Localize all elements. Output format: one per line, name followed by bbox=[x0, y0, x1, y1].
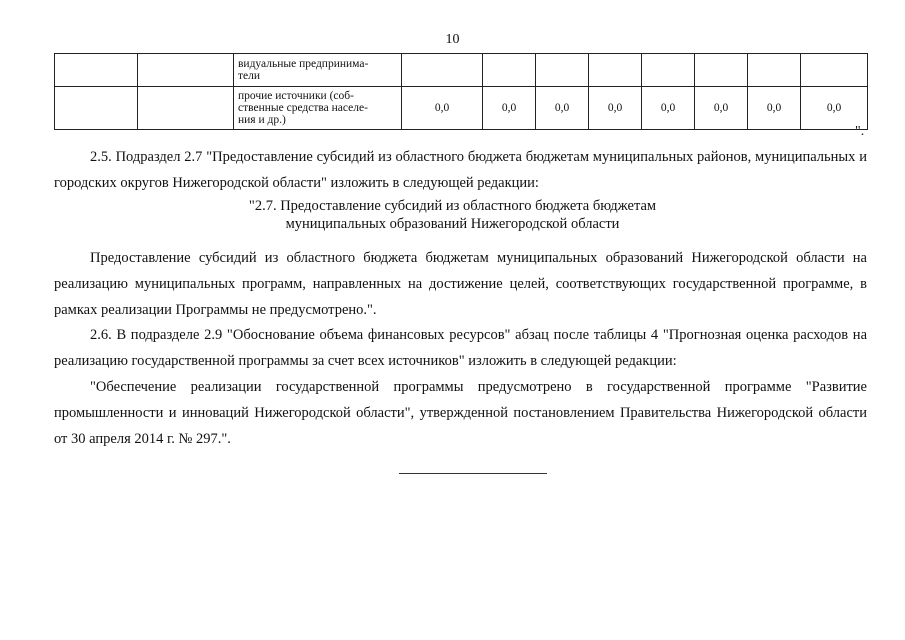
empty-cell bbox=[138, 54, 234, 87]
value-cell bbox=[748, 54, 801, 87]
subsection-heading bbox=[0, 197, 905, 233]
value-cell: 0,0 bbox=[748, 87, 801, 130]
empty-cell bbox=[138, 87, 234, 130]
value-cell: 0,0 bbox=[589, 87, 642, 130]
funding-source-cell: прочие источники (соб- ственные средства населе- ния и др.) bbox=[234, 87, 402, 130]
value-cell bbox=[536, 54, 589, 87]
value-cell: 0,0 bbox=[801, 87, 868, 130]
paragraph-subsidies: Предоставление субсидий из областного бюджета бюджетам муниципальных образований Нижегородской области на реализацию муниципальных программ, направленных на достижение целей, соответствующих государственной программе, в рамках реализации Программы не предусмотрено.". bbox=[54, 250, 867, 318]
value-cell bbox=[695, 54, 748, 87]
paragraph-2-6: 2.6. В подразделе 2.9 "Обоснование объема финансовых ресурсов" абзац после таблицы 4 "Прогнозная оценка расходов на реализацию государственной программы за счет всех источников" изложить в следующей редакции: bbox=[54, 327, 867, 369]
table-row bbox=[55, 54, 868, 87]
paragraph-provision: "Обеспечение реализации государственной программы предусмотрено в государственной программе "Развитие промышленности и инноваций Нижегородской области", утвержденной постановлением Правительства Нижегородской области от 30 апреля 2014 г. № 297.". bbox=[54, 379, 867, 447]
value-cell: 0,0 bbox=[536, 87, 589, 130]
paragraph-2-5: 2.5. Подраздел 2.7 "Предоставление субсидий из областного бюджета бюджетам муниципальных районов, муниципальных и городских округов Нижегородской области" изложить в следующей редакции: bbox=[54, 149, 867, 191]
value-cell: 0,0 bbox=[695, 87, 748, 130]
heading-line-2: муниципальных образований Нижегородской области bbox=[285, 216, 620, 232]
end-separator-line bbox=[399, 473, 547, 474]
empty-cell bbox=[55, 54, 138, 87]
value-cell: 0,0 bbox=[402, 87, 483, 130]
page-number: 10 bbox=[445, 32, 460, 47]
table-closing-quote: ". bbox=[855, 124, 865, 139]
financing-table-continuation bbox=[54, 53, 868, 130]
funding-source-cell: видуальные предпринима- тели bbox=[234, 54, 402, 87]
empty-cell bbox=[55, 87, 138, 130]
value-cell: 0,0 bbox=[483, 87, 536, 130]
value-cell bbox=[801, 54, 868, 87]
heading-line-1: "2.7. Предоставление субсидий из областного бюджета бюджетам bbox=[248, 198, 657, 214]
value-cell: 0,0 bbox=[642, 87, 695, 130]
value-cell bbox=[483, 54, 536, 87]
value-cell bbox=[402, 54, 483, 87]
table-row bbox=[55, 87, 868, 130]
value-cell bbox=[589, 54, 642, 87]
value-cell bbox=[642, 54, 695, 87]
